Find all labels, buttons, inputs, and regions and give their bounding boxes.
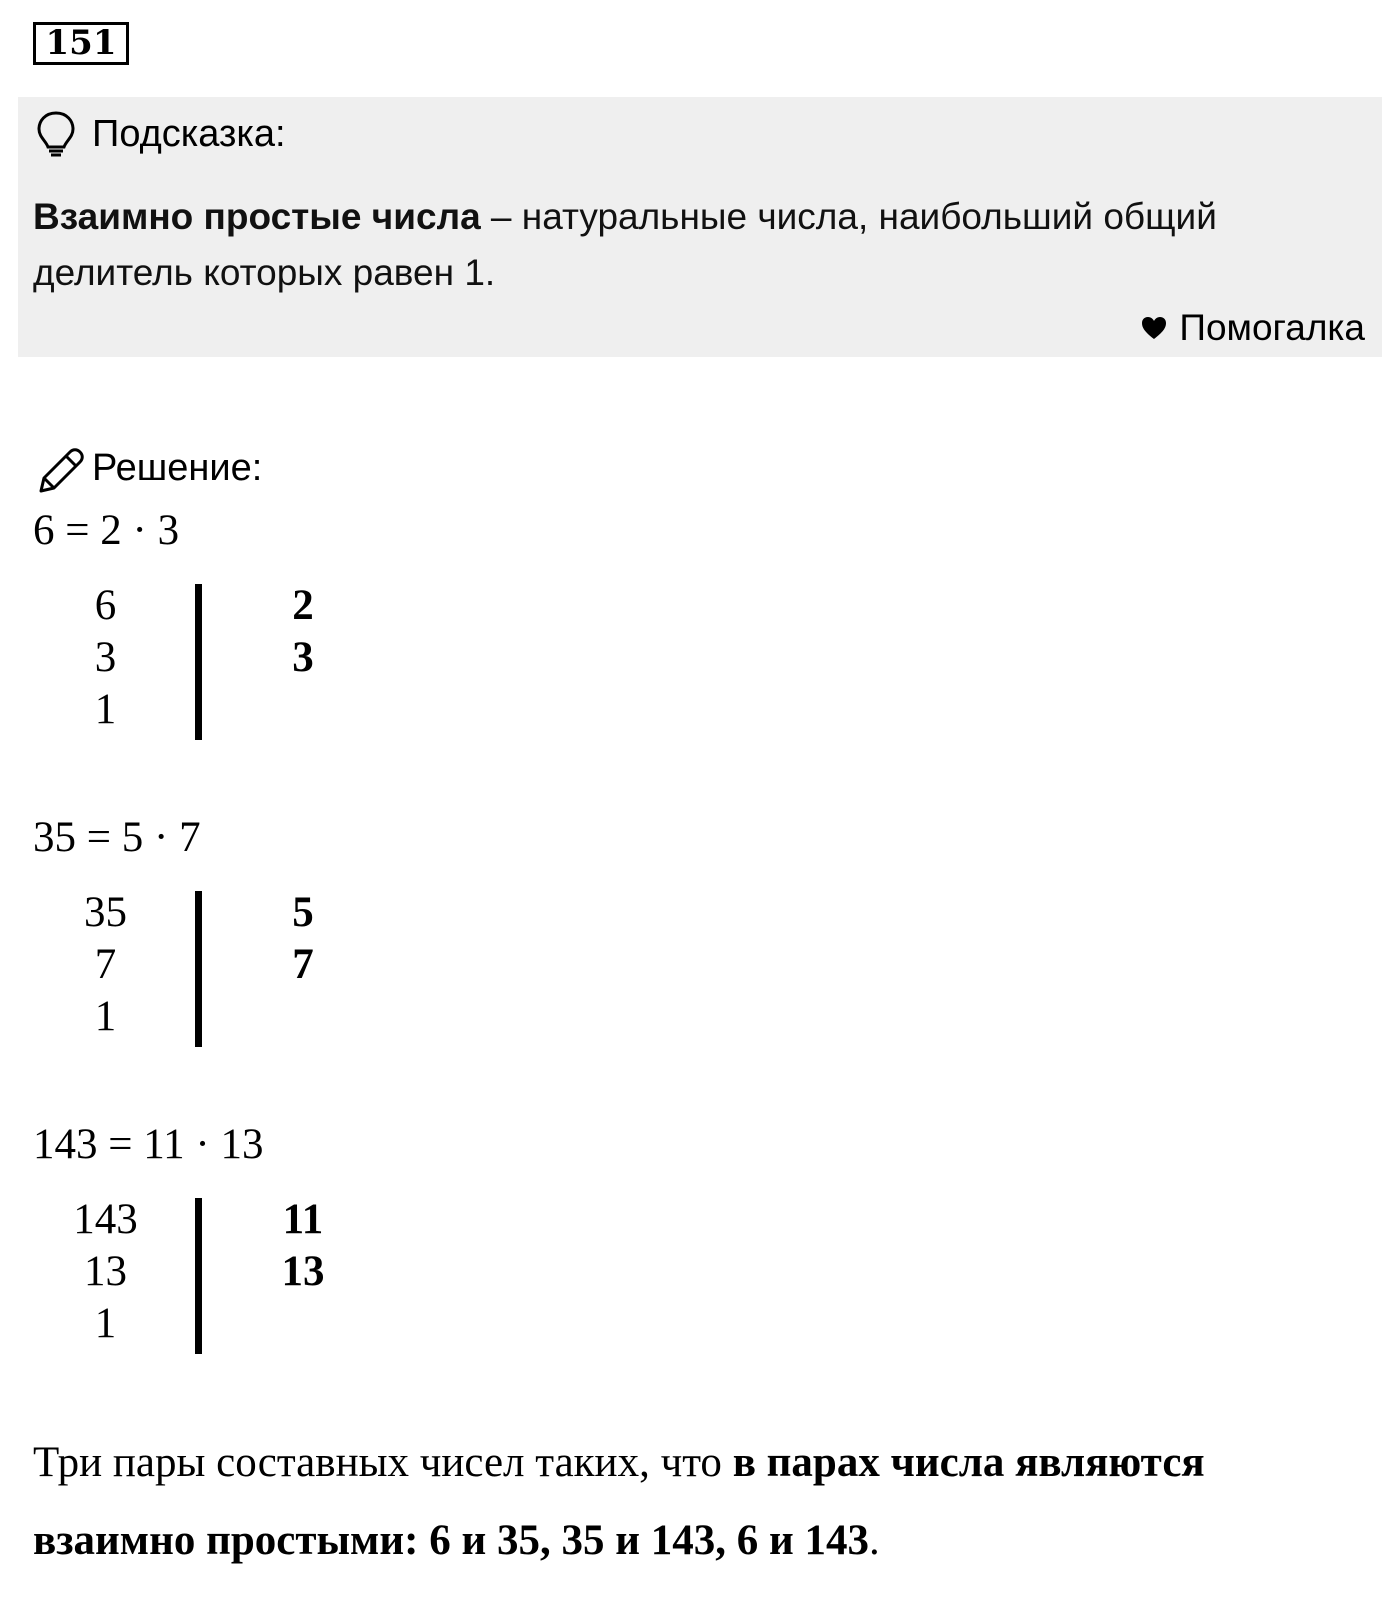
factor-column-right xyxy=(263,1194,343,1298)
factorization-3 xyxy=(33,1194,433,1358)
solution-title: Решение: xyxy=(92,447,263,489)
hint-definition-text: – натуральные числа, наибольший общий делитель которых равен 1. xyxy=(33,196,1217,293)
brand-label xyxy=(1141,303,1365,353)
equation-1: 6 = 2 · 3 xyxy=(33,507,180,554)
factor-left-value: 1 xyxy=(94,993,117,1040)
factor-left-value: 7 xyxy=(94,941,117,988)
pencil-icon xyxy=(36,444,86,494)
factor-column-right xyxy=(263,887,343,991)
prime-factor: 2 xyxy=(292,582,314,629)
factor-left-value: 143 xyxy=(73,1196,138,1243)
factor-column-left xyxy=(33,1194,178,1350)
prime-factor: 7 xyxy=(292,941,314,988)
prime-factor: 5 xyxy=(292,889,314,936)
brand-text: Помогалка xyxy=(1179,307,1365,348)
division-bar xyxy=(195,1198,202,1354)
hint-definition xyxy=(33,189,1363,301)
factorization-2 xyxy=(33,887,433,1051)
answer-end: . xyxy=(869,1517,880,1564)
factor-column-right xyxy=(263,580,343,684)
factor-left-value: 35 xyxy=(84,889,127,936)
lightbulb-icon xyxy=(36,110,76,160)
answer-bold: в парах числа являются взаимно простыми: 6 и 35, 35 и 143, 6 и 143 xyxy=(33,1439,1205,1564)
factor-column-left xyxy=(33,887,178,1043)
equation-3: 143 = 11 · 13 xyxy=(33,1121,264,1168)
hint-title: Подсказка: xyxy=(92,113,286,155)
hint-term: Взаимно простые числа xyxy=(33,196,481,237)
factor-left-value: 3 xyxy=(94,634,117,681)
answer-plain: Три пары составных чисел таких, что xyxy=(33,1439,733,1486)
prime-factor: 13 xyxy=(281,1248,325,1295)
factorization-1 xyxy=(33,580,433,744)
prime-factor: 3 xyxy=(292,634,314,681)
division-bar xyxy=(195,891,202,1047)
task-number: 151 xyxy=(33,22,129,65)
factor-left-value: 13 xyxy=(84,1248,127,1295)
factor-left-value: 6 xyxy=(94,582,117,629)
heart-icon xyxy=(1141,316,1167,340)
factor-left-value: 1 xyxy=(94,686,117,733)
prime-factor: 11 xyxy=(282,1196,324,1243)
factor-left-value: 1 xyxy=(94,1300,117,1347)
factor-column-left xyxy=(33,580,178,736)
answer-text xyxy=(33,1424,1373,1580)
equation-2: 35 = 5 · 7 xyxy=(33,814,201,861)
division-bar xyxy=(195,584,202,740)
